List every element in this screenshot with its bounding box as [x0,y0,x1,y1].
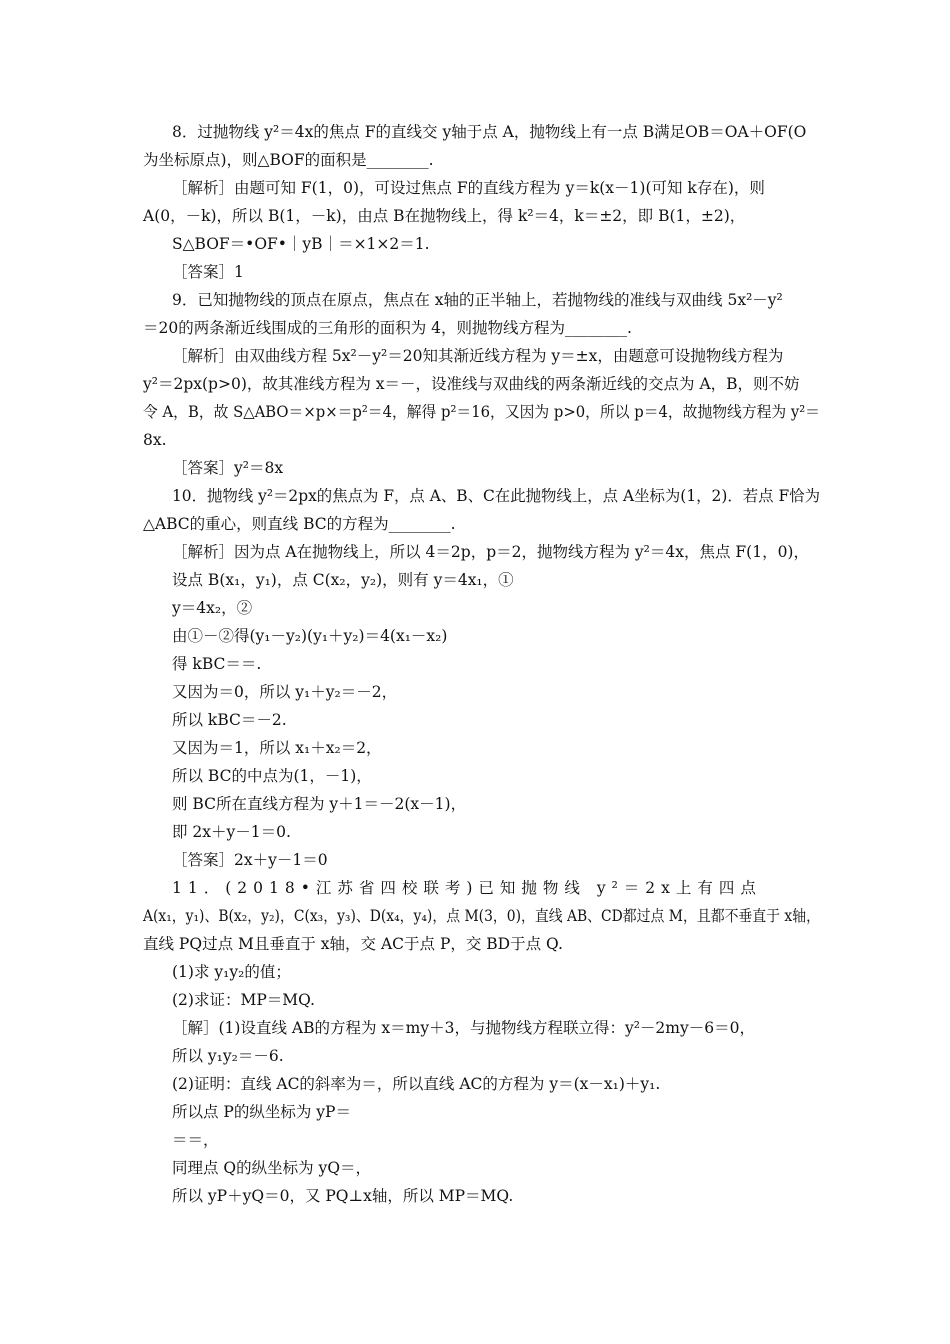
text-line [0,568,950,592]
line-text: 所以 BC的中点为(1，－1)， [172,767,372,785]
line-text: 10．抛物线 y²＝2px的焦点为 F，点 A、B、C在此抛物线上，点 A坐标为(1，2)．若点 F恰为 [172,487,820,505]
line-text: 8x. [143,431,167,449]
line-text: (2)证明：直线 AC的斜率为＝，所以直线 AC的方程为 y＝(x－x₁)＋y₁. [172,1075,661,1093]
text-line [0,1156,950,1180]
line-text: ［解析］由题可知 F(1，0)，可设过焦点 F的直线方程为 y＝k(x－1)(可知 k存在)，则 [172,179,765,197]
line-text: 由①－②得(y₁－y₂)(y₁＋y₂)＝4(x₁－x₂) [172,627,448,645]
text-line [0,624,950,648]
text-line [0,680,950,704]
text-line [0,176,950,200]
line-text: (2)求证：MP＝MQ. [172,991,315,1009]
text-line [0,400,950,424]
line-text: ＝20的两条渐近线围成的三角形的面积为 4，则抛物线方程为________. [143,319,632,337]
text-line [0,708,950,732]
line-text: 11．(2018•江苏省四校联考)已知抛物线 y²＝2x上有四点 [172,879,762,897]
text-line [0,484,950,508]
text-line [0,1016,950,1040]
line-text: 所以 yP＋yQ＝0，又 PQ⊥x轴，所以 MP＝MQ. [172,1187,514,1205]
text-line [0,1128,950,1152]
text-line [0,1072,950,1096]
line-text: ［解］(1)设直线 AB的方程为 x＝my＋3，与抛物线方程联立得：y²－2my－6＝0， [172,1019,755,1037]
text-line [0,512,950,536]
line-text: ［答案］2x＋y－1＝0 [172,851,328,869]
line-text: (1)求 y₁y₂的值； [172,963,291,981]
line-text: 直线 PQ过点 M且垂直于 x轴，交 AC于点 P，交 BD于点 Q. [143,935,563,953]
text-line [0,288,950,312]
text-line [0,988,950,1012]
line-text: 又因为＝1，所以 x₁＋x₂＝2， [172,739,382,757]
text-line [0,260,950,284]
line-text: △ABC的重心，则直线 BC的方程为________. [143,515,456,533]
text-line [0,316,950,340]
text-line [0,736,950,760]
text-line [0,372,950,396]
text-line [0,820,950,844]
line-text: 所以 kBC＝－2. [172,711,287,729]
text-line [0,344,950,368]
text-line [0,540,950,564]
text-line [0,1044,950,1068]
text-line [0,204,950,228]
line-text: y²＝2px(p>0)，故其准线方程为 x＝－，设准线与双曲线的两条渐近线的交点为 A，B，则不妨 [143,375,800,393]
line-text: A(x₁，y₁)、B(x₂，y₂)，C(x₃，y₃)、D(x₄，y₄)，点 M(3，0)，直线 AB、CD都过点 M，且都不垂直于 x轴， [143,907,820,925]
line-text: 9．已知抛物线的顶点在原点，焦点在 x轴的正半轴上，若抛物线的准线与双曲线 5x²－y² [172,291,783,309]
text-line [0,960,950,984]
line-text: ［解析］由双曲线方程 5x²－y²＝20知其渐近线方程为 y＝±x，由题意可设抛物线方程为 [172,347,784,365]
line-text: 所以点 P的纵坐标为 yP＝ [172,1103,351,1121]
line-text: ＝＝， [172,1131,219,1149]
text-line [0,932,950,956]
line-text: A(0，－k)，所以 B(1，－k)，由点 B在抛物线上，得 k²＝4，k＝±2，即 B(1，±2)， [143,207,746,225]
text-line [0,652,950,676]
line-text: y＝4x₂，② [172,599,253,617]
text-line [0,1100,950,1124]
text-line [0,120,950,144]
line-text: ［答案］1 [172,263,244,281]
line-text: 为坐标原点)，则△BOF的面积是________. [143,151,434,169]
text-line [0,792,950,816]
text-line [0,1184,950,1208]
line-text: ［答案］y²＝8x [172,459,284,477]
line-text: 8．过抛物线 y²＝4x的焦点 F的直线交 y轴于点 A，抛物线上有一点 B满足OB＝OA＋OF(O [172,123,807,141]
line-text: S△BOF＝•OF•｜yB｜＝×1×2＝1. [172,235,430,253]
text-line [0,764,950,788]
line-text: 所以 y₁y₂＝－6. [172,1047,284,1065]
text-line [0,428,950,452]
line-text: ［解析］因为点 A在抛物线上，所以 4＝2p，p＝2，抛物线方程为 y²＝4x，焦点 F(1，0)， [172,543,809,561]
line-text: 即 2x＋y－1＝0. [172,823,291,841]
line-text: 又因为＝0，所以 y₁＋y₂＝－2， [172,683,398,701]
text-line [0,232,950,256]
line-text: 同理点 Q的纵坐标为 yQ＝， [172,1159,372,1177]
text-line [0,596,950,620]
text-line [0,456,950,480]
line-text: 令 A，B，故 S△ABO＝×p×＝p²＝4，解得 p²＝16，又因为 p>0，所以 p＝4，故抛物线方程为 y²＝ [143,403,820,421]
line-text: 设点 B(x₁，y₁)，点 C(x₂，y₂)，则有 y＝4x₁，① [172,571,514,589]
text-line [0,904,950,928]
text-line [0,148,950,172]
text-line [0,848,950,872]
line-text: 得 kBC＝＝. [172,655,262,673]
text-line [0,876,950,900]
line-text: 则 BC所在直线方程为 y＋1＝－2(x－1)， [172,795,467,813]
